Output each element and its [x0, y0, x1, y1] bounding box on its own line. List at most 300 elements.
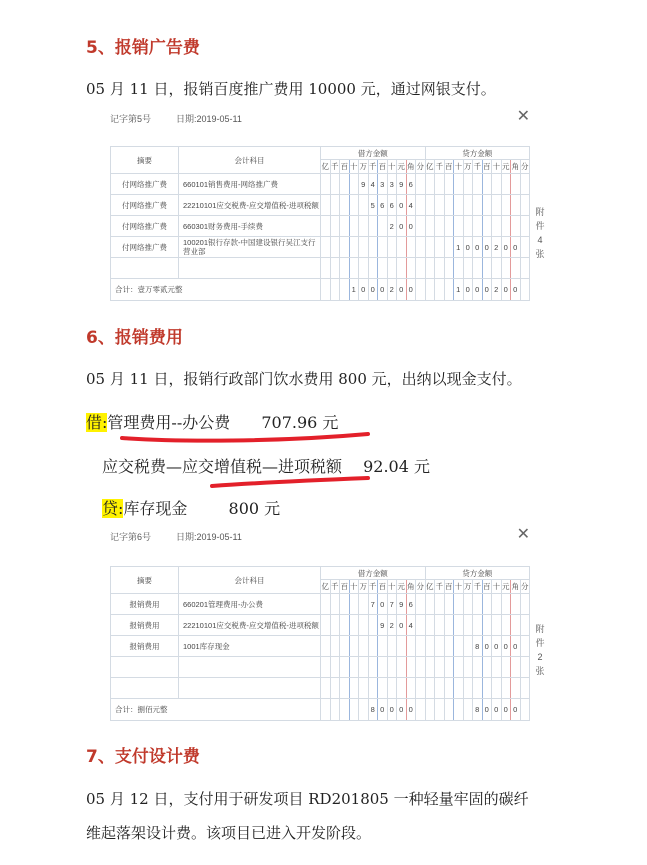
header-digit: 十 [492, 160, 502, 174]
credit-digit [482, 258, 492, 279]
debit-digit [321, 237, 331, 258]
header-credit: 贷方金额 [425, 147, 530, 160]
debit-digit [378, 216, 388, 237]
credit-digit [435, 237, 445, 258]
debit-digit [340, 195, 350, 216]
total-debit-digit [321, 279, 331, 301]
total-debit-digit [340, 699, 350, 721]
section-title-6: 6、报销费用 [86, 328, 183, 348]
credit-digit: 0 [463, 237, 473, 258]
credit-digit [435, 615, 445, 636]
header-digit: 分 [416, 580, 426, 594]
row-account: 22210101应交税费-应交增值税-进项税额 [179, 195, 321, 216]
debit-digit [330, 216, 340, 237]
credit-digit [492, 615, 502, 636]
credit-digit [511, 615, 521, 636]
credit-digit [482, 195, 492, 216]
header-credit: 贷方金额 [425, 567, 530, 580]
credit-digit [520, 657, 530, 678]
debit-digit: 5 [368, 195, 378, 216]
header-digit: 万 [463, 160, 473, 174]
row-summary: 付网络推广费 [111, 195, 179, 216]
total-debit-digit: 0 [378, 279, 388, 301]
total-label: 合计：壹万零贰元整 [111, 279, 321, 301]
table-row [111, 594, 530, 615]
debit-digit [340, 237, 350, 258]
voucher-number: 记字第6号 [110, 532, 152, 542]
header-digit: 千 [368, 160, 378, 174]
credit-digit [444, 195, 454, 216]
debit-digit [321, 678, 331, 699]
total-debit-digit: 0 [378, 699, 388, 721]
total-credit-digit: 0 [501, 699, 511, 721]
debit-digit: 6 [387, 195, 397, 216]
debit-digit [321, 594, 331, 615]
header-digit: 元 [397, 160, 407, 174]
debit-digit [340, 615, 350, 636]
debit-digit: 4 [406, 615, 416, 636]
debit-digit: 2 [387, 615, 397, 636]
total-credit-digit [454, 699, 464, 721]
credit-digit [463, 174, 473, 195]
total-debit-digit: 0 [397, 279, 407, 301]
header-digit: 百 [444, 580, 454, 594]
debit-digit [321, 657, 331, 678]
debit-digit [359, 594, 369, 615]
credit-digit [511, 216, 521, 237]
debit-digit [416, 615, 426, 636]
credit-digit [520, 174, 530, 195]
total-debit-digit: 0 [387, 699, 397, 721]
debit-digit [378, 657, 388, 678]
credit-digit [454, 657, 464, 678]
credit-digit [435, 636, 445, 657]
header-digit: 千 [330, 580, 340, 594]
debit-digit: 6 [406, 174, 416, 195]
debit-digit: 7 [387, 594, 397, 615]
total-debit-digit: 1 [349, 279, 359, 301]
credit-digit [463, 636, 473, 657]
total-debit-digit [330, 699, 340, 721]
total-debit-digit [321, 699, 331, 721]
total-credit-digit [425, 699, 435, 721]
header-digit: 十 [387, 160, 397, 174]
header-digit: 元 [501, 160, 511, 174]
total-debit-digit: 0 [406, 279, 416, 301]
header-digit: 亿 [321, 160, 331, 174]
debit-digit [340, 258, 350, 279]
close-icon[interactable]: ✕ [516, 108, 530, 125]
debit-digit [340, 594, 350, 615]
row-account [179, 657, 321, 678]
total-credit-digit: 0 [473, 279, 483, 301]
voucher-table [110, 566, 530, 721]
debit-digit [359, 195, 369, 216]
total-row [111, 699, 530, 721]
table-row [111, 636, 530, 657]
credit-digit [435, 678, 445, 699]
debit-digit [321, 216, 331, 237]
total-debit-digit [330, 279, 340, 301]
header-digit: 千 [473, 160, 483, 174]
total-label: 合计：捌佰元整 [111, 699, 321, 721]
debit-digit [330, 657, 340, 678]
header-digit: 千 [435, 580, 445, 594]
header-digit: 十 [349, 580, 359, 594]
row-summary: 付网络推广费 [111, 216, 179, 237]
credit-digit [520, 258, 530, 279]
credit-digit [492, 195, 502, 216]
header-digit: 百 [340, 160, 350, 174]
header-summary: 摘要 [111, 567, 179, 594]
header-digit: 角 [406, 160, 416, 174]
debit-digit [416, 258, 426, 279]
credit-digit [463, 258, 473, 279]
debit-digit [416, 594, 426, 615]
credit-digit [454, 615, 464, 636]
credit-digit [454, 636, 464, 657]
credit-digit [435, 594, 445, 615]
row-account: 660301财务费用-手续费 [179, 216, 321, 237]
section-title-5: 5、报销广告费 [86, 38, 200, 58]
debit-digit [416, 216, 426, 237]
credit-digit [463, 678, 473, 699]
credit-digit [425, 657, 435, 678]
header-digit: 亿 [425, 580, 435, 594]
debit-label: 借: [86, 413, 108, 432]
credit-digit [435, 258, 445, 279]
credit-digit [435, 657, 445, 678]
voucher-header [110, 528, 530, 544]
header-debit: 借方金额 [321, 567, 426, 580]
credit-digit [444, 174, 454, 195]
debit-digit [330, 678, 340, 699]
credit-digit [511, 594, 521, 615]
debit-digit [349, 594, 359, 615]
table-row [111, 258, 530, 279]
debit-digit: 0 [397, 195, 407, 216]
row-account: 660201管理费用-办公费 [179, 594, 321, 615]
credit-digit [425, 615, 435, 636]
section-7-text: 05 月 12 日，支付用于研发项目 RD201805 一种轻量牢固的碳纤 [86, 790, 529, 808]
debit-digit [359, 216, 369, 237]
credit-digit [501, 594, 511, 615]
credit-digit: 8 [473, 636, 483, 657]
debit-digit [321, 174, 331, 195]
credit-digit [520, 195, 530, 216]
credit-digit [520, 216, 530, 237]
credit-digit [454, 195, 464, 216]
header-digit: 千 [435, 160, 445, 174]
credit-digit [454, 258, 464, 279]
total-credit-digit [435, 699, 445, 721]
debit-digit [349, 615, 359, 636]
header-summary: 摘要 [111, 147, 179, 174]
credit-digit [473, 174, 483, 195]
debit-digit [321, 195, 331, 216]
voucher-date: 日期:2019-05-11 [176, 114, 242, 124]
credit-digit: 0 [482, 636, 492, 657]
header-digit: 角 [406, 580, 416, 594]
row-summary: 付网络推广费 [111, 174, 179, 195]
credit-digit [435, 195, 445, 216]
total-row [111, 279, 530, 301]
credit-digit [492, 678, 502, 699]
debit-digit [349, 636, 359, 657]
row-account [179, 258, 321, 279]
debit-digit [378, 636, 388, 657]
row-summary: 报销费用 [111, 636, 179, 657]
total-credit-digit: 0 [501, 279, 511, 301]
debit-digit [349, 678, 359, 699]
row-account: 660101销售费用-网络推广费 [179, 174, 321, 195]
credit-digit [501, 195, 511, 216]
debit-digit [349, 657, 359, 678]
debit-digit [397, 678, 407, 699]
voucher-number: 记字第5号 [110, 114, 152, 124]
credit-digit [425, 636, 435, 657]
credit-digit [482, 174, 492, 195]
table-row [111, 195, 530, 216]
credit-digit [425, 216, 435, 237]
credit-digit [444, 258, 454, 279]
debit-digit [378, 237, 388, 258]
credit-digit [501, 657, 511, 678]
credit-digit [473, 195, 483, 216]
credit-label: 贷: [102, 499, 124, 518]
table-row [111, 615, 530, 636]
credit-digit [463, 594, 473, 615]
debit-digit [359, 636, 369, 657]
credit-digit [520, 594, 530, 615]
debit-digit [406, 678, 416, 699]
debit-digit [406, 237, 416, 258]
credit-digit [463, 615, 473, 636]
credit-digit [463, 657, 473, 678]
credit-digit: 0 [492, 636, 502, 657]
credit-digit: 0 [511, 636, 521, 657]
debit-digit [330, 636, 340, 657]
total-credit-digit: 0 [511, 699, 521, 721]
debit-digit: 0 [397, 216, 407, 237]
debit-digit [368, 216, 378, 237]
total-credit-digit: 0 [482, 279, 492, 301]
total-debit-digit [416, 699, 426, 721]
credit-digit [482, 615, 492, 636]
header-digit: 十 [387, 580, 397, 594]
credit-digit [482, 657, 492, 678]
header-digit: 百 [444, 160, 454, 174]
debit-account: 管理费用--办公费 [107, 413, 231, 432]
header-debit: 借方金额 [321, 147, 426, 160]
debit-digit [321, 615, 331, 636]
table-row [111, 678, 530, 699]
total-debit-digit: 0 [397, 699, 407, 721]
total-credit-digit [435, 279, 445, 301]
debit-digit: 3 [378, 174, 388, 195]
debit-digit: 7 [368, 594, 378, 615]
credit-digit [482, 594, 492, 615]
debit-digit [330, 237, 340, 258]
total-credit-digit: 0 [482, 699, 492, 721]
debit-digit [387, 237, 397, 258]
debit-digit [359, 678, 369, 699]
debit-digit [330, 258, 340, 279]
credit-digit [454, 216, 464, 237]
header-digit: 角 [511, 580, 521, 594]
credit-digit [425, 237, 435, 258]
debit-digit [368, 636, 378, 657]
debit-digit: 0 [378, 594, 388, 615]
debit-digit [406, 636, 416, 657]
debit-digit: 0 [397, 615, 407, 636]
debit-digit [378, 258, 388, 279]
total-debit-digit: 8 [368, 699, 378, 721]
total-debit-digit: 2 [387, 279, 397, 301]
header-digit: 角 [511, 160, 521, 174]
debit-digit [330, 195, 340, 216]
credit-digit: 0 [482, 237, 492, 258]
debit-digit [359, 657, 369, 678]
debit-digit [416, 678, 426, 699]
credit-digit: 0 [501, 237, 511, 258]
total-credit-digit: 0 [492, 699, 502, 721]
total-credit-digit: 1 [454, 279, 464, 301]
credit-amount: 800 元 [228, 499, 281, 518]
debit-digit: 2 [387, 216, 397, 237]
debit-digit [368, 258, 378, 279]
table-row [111, 657, 530, 678]
row-account: 22210101应交税费-应交增值税-进项税额 [179, 615, 321, 636]
header-digit: 万 [359, 580, 369, 594]
underline-mark [118, 430, 374, 446]
close-icon[interactable]: ✕ [516, 526, 530, 543]
section-5-text: 05 月 11 日，报销百度推广费用 10000 元，通过网银支付。 [86, 80, 496, 98]
credit-digit [425, 195, 435, 216]
header-digit: 元 [501, 580, 511, 594]
debit-digit [406, 657, 416, 678]
voucher-date: 日期:2019-05-11 [176, 532, 242, 542]
debit-digit [349, 195, 359, 216]
debit-digit [387, 678, 397, 699]
credit-digit [454, 174, 464, 195]
credit-digit [520, 615, 530, 636]
credit-digit: 2 [492, 237, 502, 258]
credit-digit [473, 615, 483, 636]
debit-digit [416, 636, 426, 657]
credit-digit [501, 258, 511, 279]
row-summary [111, 657, 179, 678]
debit-digit [397, 258, 407, 279]
credit-account: 库存现金 [123, 499, 188, 518]
credit-digit [511, 678, 521, 699]
debit-digit [340, 657, 350, 678]
debit-digit [368, 615, 378, 636]
credit-digit [482, 678, 492, 699]
total-credit-digit: 2 [492, 279, 502, 301]
header-digit: 万 [359, 160, 369, 174]
debit-digit [368, 237, 378, 258]
header-digit: 十 [349, 160, 359, 174]
header-digit: 元 [397, 580, 407, 594]
debit-digit: 9 [397, 594, 407, 615]
total-debit-digit: 0 [359, 279, 369, 301]
journal-credit-line [102, 496, 280, 519]
row-account: 100201银行存款-中国建设银行吴江支行营业部 [179, 237, 321, 258]
total-credit-digit [425, 279, 435, 301]
credit-digit [444, 615, 454, 636]
debit-digit: 9 [359, 174, 369, 195]
debit-digit [397, 237, 407, 258]
header-digit: 百 [378, 160, 388, 174]
header-digit: 分 [416, 160, 426, 174]
debit-digit [387, 657, 397, 678]
credit-digit [501, 615, 511, 636]
debit-digit: 0 [406, 216, 416, 237]
credit-digit [492, 258, 502, 279]
credit-digit [425, 678, 435, 699]
debit-digit [416, 237, 426, 258]
row-summary [111, 258, 179, 279]
credit-digit [454, 594, 464, 615]
credit-digit [425, 174, 435, 195]
debit-digit [406, 258, 416, 279]
section-6-text: 05 月 11 日，报销行政部门饮水费用 800 元，出纳以现金支付。 [86, 370, 522, 388]
credit-digit [520, 678, 530, 699]
credit-digit [473, 678, 483, 699]
credit-digit [473, 594, 483, 615]
credit-digit [501, 216, 511, 237]
total-debit-digit: 0 [368, 279, 378, 301]
debit-amount: 707.96 元 [261, 413, 339, 432]
header-digit: 分 [520, 160, 530, 174]
total-credit-digit: 0 [511, 279, 521, 301]
row-summary [111, 678, 179, 699]
header-digit: 百 [482, 580, 492, 594]
header-digit: 千 [330, 160, 340, 174]
row-summary: 付网络推广费 [111, 237, 179, 258]
credit-digit [473, 657, 483, 678]
header-digit: 十 [492, 580, 502, 594]
total-debit-digit [416, 279, 426, 301]
debit-digit [397, 657, 407, 678]
debit-digit: 6 [406, 594, 416, 615]
credit-digit [435, 174, 445, 195]
credit-digit [482, 216, 492, 237]
credit-digit [473, 216, 483, 237]
row-summary: 报销费用 [111, 615, 179, 636]
debit-digit [378, 678, 388, 699]
debit-digit [416, 657, 426, 678]
credit-digit: 0 [473, 237, 483, 258]
debit-digit [368, 678, 378, 699]
total-credit-digit [444, 279, 454, 301]
total-credit-digit: 8 [473, 699, 483, 721]
credit-digit [492, 594, 502, 615]
header-digit: 十 [454, 160, 464, 174]
header-digit: 亿 [425, 160, 435, 174]
total-credit-digit: 0 [463, 279, 473, 301]
credit-digit [511, 657, 521, 678]
debit-digit [349, 258, 359, 279]
credit-digit [501, 678, 511, 699]
debit-digit [330, 594, 340, 615]
credit-digit [444, 594, 454, 615]
section-7-text-2: 维起落架设计费。该项目已进入开发阶段。 [86, 824, 372, 842]
debit-digit [340, 636, 350, 657]
credit-digit [492, 216, 502, 237]
header-digit: 十 [454, 580, 464, 594]
